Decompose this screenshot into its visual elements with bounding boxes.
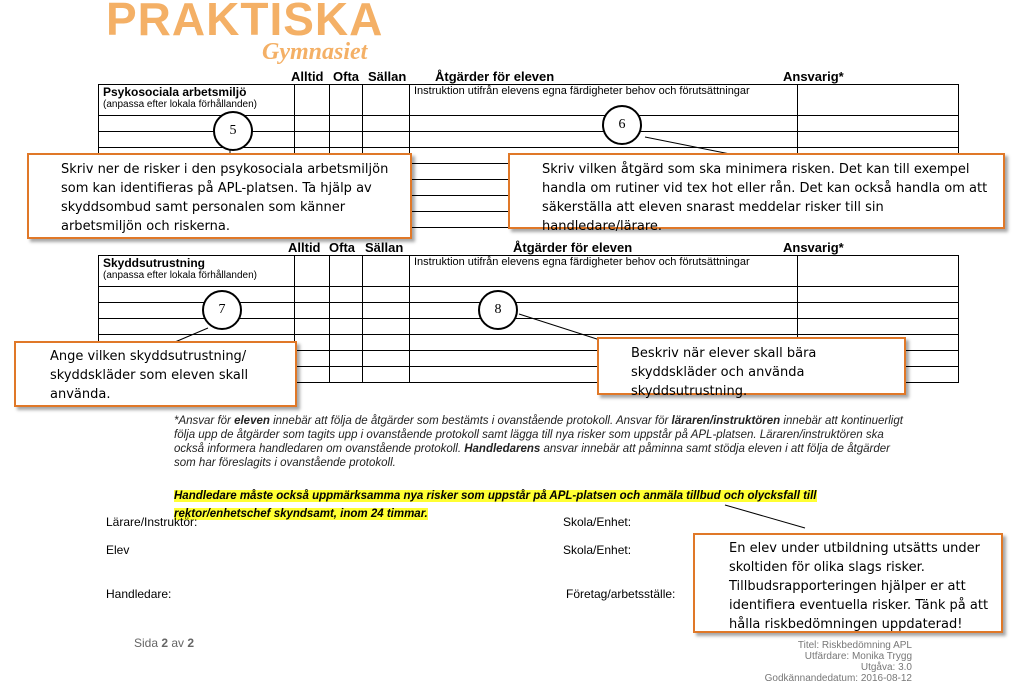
school-field-label: Skola/Enhet: (563, 515, 632, 529)
step-7-marker: 7 (202, 290, 242, 330)
callout-text: Ange vilken skyddsutrustning/ skyddskläder som eleven skall använda. (50, 349, 249, 402)
teacher-field-label: Lärare/Instruktör: (106, 515, 198, 529)
callout-text: Beskriv när elever skall bära skyddskläder och använda skyddsutrustning. (631, 346, 817, 399)
page-number (134, 636, 194, 650)
connector-line-7 (175, 328, 208, 342)
meta-title: Titel: Riskbedömning APL (797, 640, 912, 651)
instruction-text: Instruktion utifrån elevens egna färdigheter behov och förutsättningar (414, 85, 750, 97)
callout-psychosocial-risks (27, 153, 412, 239)
col-actions: Åtgärder för eleven (435, 69, 555, 84)
meta-edition: Utgåva: 3.0 (860, 662, 912, 673)
page-current: 2 (161, 636, 169, 650)
instruction-text: Instruktion utifrån elevens egna färdigheter behov och förutsättningar (414, 256, 750, 268)
callout-incident-reporting (693, 533, 1003, 633)
callout-actions (508, 153, 1005, 234)
callout-when-to-wear (597, 337, 906, 399)
step-8-marker: 8 (478, 290, 518, 330)
footnote-text: ansvar innebär att påminna samt stödja eleven i att följa de åtgärder som har föreslagits i ovanstående protokoll. (174, 443, 890, 469)
supervisor-field-label: Handledare: (106, 587, 172, 601)
callout-text: En elev under utbildning utsätts under skoltiden för olika slags risker. Tillbudsrapporteringen hjälper er att identifiera eventuella risker. Tänk på att hålla riskbedömningen uppdaterad! (729, 541, 989, 632)
footnote-emphasis: eleven (234, 415, 270, 427)
callout-text: Skriv ner de risker i den psykosociala arbetsmiljön som kan identifieras på APL-platsen. Ta hjälp av skyddsombud samt personalen som känner arbetsmiljön och riskerna. (61, 162, 389, 234)
col-often: Ofta (333, 69, 359, 84)
meta-approved: Godkännandedatum: 2016-08-12 (764, 673, 912, 684)
col-responsible: Ansvarig* (783, 69, 844, 84)
page-total: 2 (187, 636, 195, 650)
callout-text: Skriv vilken åtgärd som ska minimera risken. Det kan till exempel handla om rutiner vid tex hot eller rån. Det kan också handla om att säkerställa att eleven snarast meddelar risker till sin handledare/lärare. (542, 162, 988, 234)
callout-protective-equipment (14, 341, 297, 407)
col-rarely-2: Sällan (365, 240, 404, 255)
section-subtitle: (anpassa efter lokala förhållanden) (103, 270, 257, 281)
highlight-text: Handledare måste också uppmärksamma nya risker som uppstår på APL-platsen och anmäla tillbud och olycksfall till rektor/enhetschef skyndsamt, inom 24 timmar. (174, 490, 817, 520)
col-responsible-2: Ansvarig* (783, 240, 844, 255)
connector-line-8 (519, 314, 600, 340)
student-field-label: Elev (106, 543, 130, 557)
responsibility-footnote (174, 414, 914, 470)
document-metadata (700, 640, 912, 684)
highlight-notice (174, 486, 914, 522)
footnote-text: innebär att kontinuerligt följa upp de åtgärder som tagits upp i ovanstående protokoll samt lägga till nya risker som uppstår på APL-platsen. Läraren/instruktören ska också informera handledaren om ovanstående protokoll. (174, 415, 903, 455)
col-often-2: Ofta (329, 240, 355, 255)
footnote-text: innebär att följa de åtgärder som bestämts i ovanstående protokoll. Ansvar för (269, 415, 672, 427)
page-prefix: Sida (134, 636, 162, 650)
school-field-label-2: Skola/Enhet: (563, 543, 632, 557)
col-always-2: Alltid (288, 240, 321, 255)
footnote-emphasis: Handledarens (464, 443, 541, 455)
step-5-marker: 5 (213, 111, 253, 151)
logo-subtext: Gymnasiet (262, 39, 368, 65)
section-title: Skyddsutrustning (103, 256, 206, 270)
col-rarely: Sällan (368, 69, 407, 84)
col-always: Alltid (291, 69, 324, 84)
footnote-text: *Ansvar för (174, 415, 235, 427)
meta-issuer: Utfärdare: Monika Trygg (804, 651, 912, 662)
section-title: Psykosociala arbetsmiljö (103, 85, 247, 99)
col-actions-2: Åtgärder för eleven (513, 240, 633, 255)
company-field-label: Företag/arbetsställe: (566, 587, 676, 601)
logo-text: PRAKTISKA (106, 0, 384, 45)
step-6-marker: 6 (602, 105, 642, 145)
page-mid: av (168, 636, 188, 650)
footnote-emphasis: läraren/instruktören (671, 415, 781, 427)
section-subtitle: (anpassa efter lokala förhållanden) (103, 99, 257, 110)
